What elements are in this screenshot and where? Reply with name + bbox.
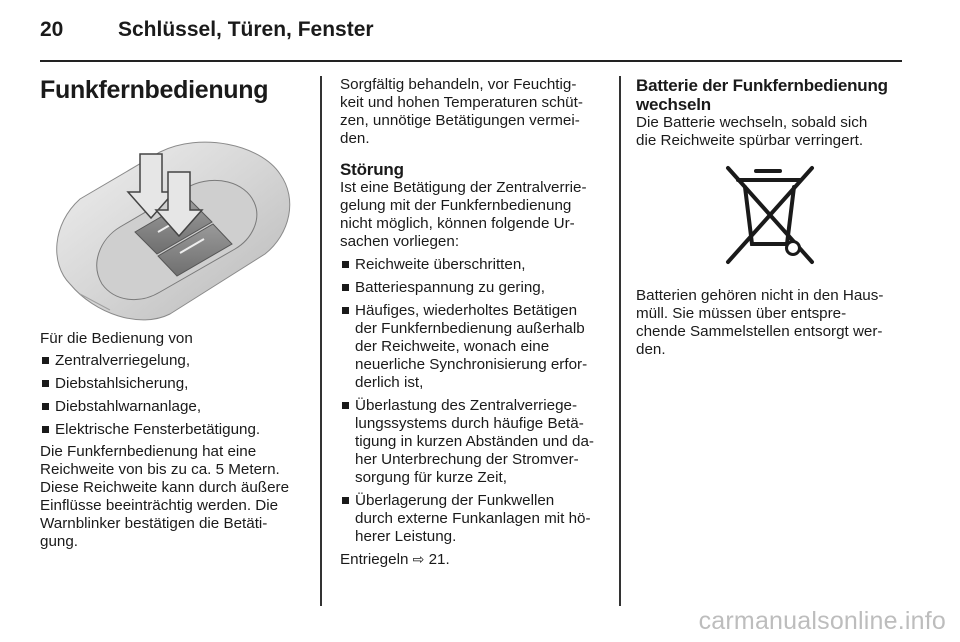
section-heading-stoerung: Störung bbox=[340, 160, 404, 179]
list-item: Häufiges, wiederholtes Betätigen der Funkfernbedienung außerhalb der Reichweite, wonach eine neuerliche Synchronisierung erfor- derlich ist, bbox=[340, 302, 608, 392]
page-number: 20 bbox=[40, 18, 64, 41]
list-item: Zentralverriegelung, bbox=[40, 352, 308, 370]
column-1 bbox=[40, 76, 308, 551]
list-item: Reichweite überschritten, bbox=[340, 256, 608, 274]
list-item: Überlagerung der Funkwellen durch externe Funkanlagen mit hö- herer Leistung. bbox=[340, 492, 608, 546]
section-title-funkfernbedienung: Funkfernbedienung bbox=[40, 76, 269, 104]
column-divider-2 bbox=[619, 76, 621, 606]
reference-text: Entriegeln bbox=[340, 551, 409, 568]
fault-intro: Ist eine Betätigung der Zentralverrie- gelung mit der Funkfernbedienung nicht möglich, können folgende Ur- sachen vorliegen: bbox=[340, 179, 587, 250]
function-list bbox=[40, 352, 308, 439]
range-paragraph: Die Funkfernbedienung hat eine Reichweite von bis zu ca. 5 Metern. Diese Reichweite kann durch äußere Einflüsse beeinträchtig werden. Die Warnblinker bestätigen die Betäti- gung. bbox=[40, 443, 290, 550]
list-item: Diebstahlsicherung, bbox=[40, 375, 308, 393]
column-2 bbox=[340, 76, 608, 569]
intro-text: Für die Bedienung von bbox=[40, 330, 193, 347]
care-paragraph: Sorgfältig behandeln, vor Feuchtig- keit und hohen Temperaturen schüt- zen, unnötige Betätigungen vermei- den. bbox=[340, 76, 583, 147]
cause-list bbox=[340, 256, 608, 546]
header-rule bbox=[40, 60, 902, 62]
section-heading-batterie: Batterie der Funkfernbedienung wechseln bbox=[636, 76, 888, 114]
cross-reference[interactable] bbox=[340, 551, 608, 569]
watermark: carmanualsonline.info bbox=[698, 607, 946, 635]
list-item: Überlastung des Zentralverriege- lungssystems durch häufige Betä- tigung in kurzen Abständen und da- her Unterbrechung der Stromver- sorgung für kurze Zeit, bbox=[340, 397, 608, 487]
column-divider-1 bbox=[320, 76, 322, 606]
reference-page: 21. bbox=[428, 551, 450, 568]
column-3 bbox=[636, 76, 906, 359]
list-item: Batteriespannung zu gering, bbox=[340, 279, 608, 297]
disposal-paragraph: Batterien gehören nicht in den Haus- müll. Sie müssen über entspre- chende Sammelstellen entsorgt wer- den. bbox=[636, 287, 884, 358]
battery-intro: Die Batterie wechseln, sobald sich die Reichweite spürbar verringert. bbox=[636, 114, 868, 149]
list-item: Diebstahlwarnanlage, bbox=[40, 398, 308, 416]
crossed-out-wheelie-bin-icon bbox=[716, 162, 826, 268]
chapter-title: Schlüssel, Türen, Fenster bbox=[118, 18, 374, 41]
remote-key-illustration bbox=[40, 114, 302, 326]
reference-arrow-icon: ⇨ bbox=[412, 552, 425, 568]
list-item: Elektrische Fensterbetätigung. bbox=[40, 421, 308, 439]
